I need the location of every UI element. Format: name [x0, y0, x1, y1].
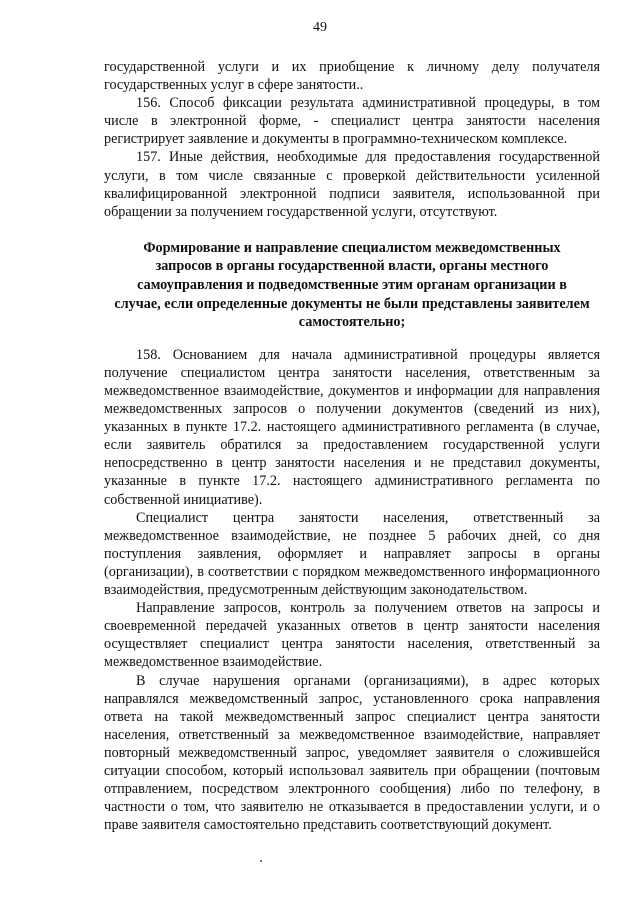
paragraph-158: 158. Основанием для начала административной процедуры является получение специалистом центра занятости населения, ответственным за межведомственное взаимодействие, документов и информации для направления межведомственных запросов о получении документов (сведений из них), указанных в пункте 17.2. настоящего административного регламента (в случае, если заявитель обратился за предоставлением государственной услуги непосредственно в центр занятости населения и не представил документы, указанные в пункте 17.2. настоящего административного регламента по собственной инициативе). — [104, 346, 600, 508]
paragraph-requests: Направление запросов, контроль за получением ответов на запросы и своевременной передачей указанных ответов в центр занятости населения осуществляет специалист центра занятости населения, ответственный за межведомственное взаимодействие. — [104, 600, 600, 671]
spacer — [104, 332, 600, 346]
paragraph-continuation: государственной услуги и их приобщение к личному делу получателя государственных услуг в сфере занятости.. — [104, 59, 600, 94]
paragraph-violation: В случае нарушения органами (организациями), в адрес которых направлялся межведомственный запрос, установленного срока направления ответа на такой межведомственный запрос специалист центра занятости населения, ответственный за межведомственное взаимодействие, направляет повторный межведомственный запрос, уведомляет заявителя о сложившейся ситуации способом, который использовал заявитель при обращении (почтовым отправлением, посредством электронного сообщения) либо по телефону, в частности о том, что заявителю не отказывается в предоставлении услуги, и о праве заявителя самостоятельно представить соответствующий документ. — [104, 672, 600, 834]
scan-speck — [260, 860, 262, 862]
paragraph-specialist: Специалист центра занятости населения, ответственный за межведомственное взаимодействие, не позднее 5 рабочих дней, со дня поступления заявления, оформляет и направляет запросы в органы (организации), в соответствии с порядком межведомственного информационного взаимодействия, предусмотренным действующим законодательством. — [104, 509, 600, 599]
paragraph-156: 156. Способ фиксации результата административной процедуры, в том числе в электронной форме, - специалист центра занятости населения регистрирует заявление и документы в программно-техническом комплексе. — [104, 95, 600, 148]
spacer — [104, 221, 600, 239]
document-body — [104, 58, 600, 834]
section-heading: Формирование и направление специалистом межведомственных запросов в органы государственной власти, органы местного самоуправления и подведомственные этим органам организации в случае, если определенные документы не были представлены заявителем самостоятельно; — [114, 239, 590, 331]
page-number: 49 — [313, 20, 327, 35]
paragraph-157: 157. Иные действия, необходимые для предоставления государственной услуги, в том числе связанные с проверкой действительности усиленной квалифицированной электронной подписи заявителя, использованной при обращении за получением государственной услуги, отсутствуют. — [104, 149, 600, 220]
